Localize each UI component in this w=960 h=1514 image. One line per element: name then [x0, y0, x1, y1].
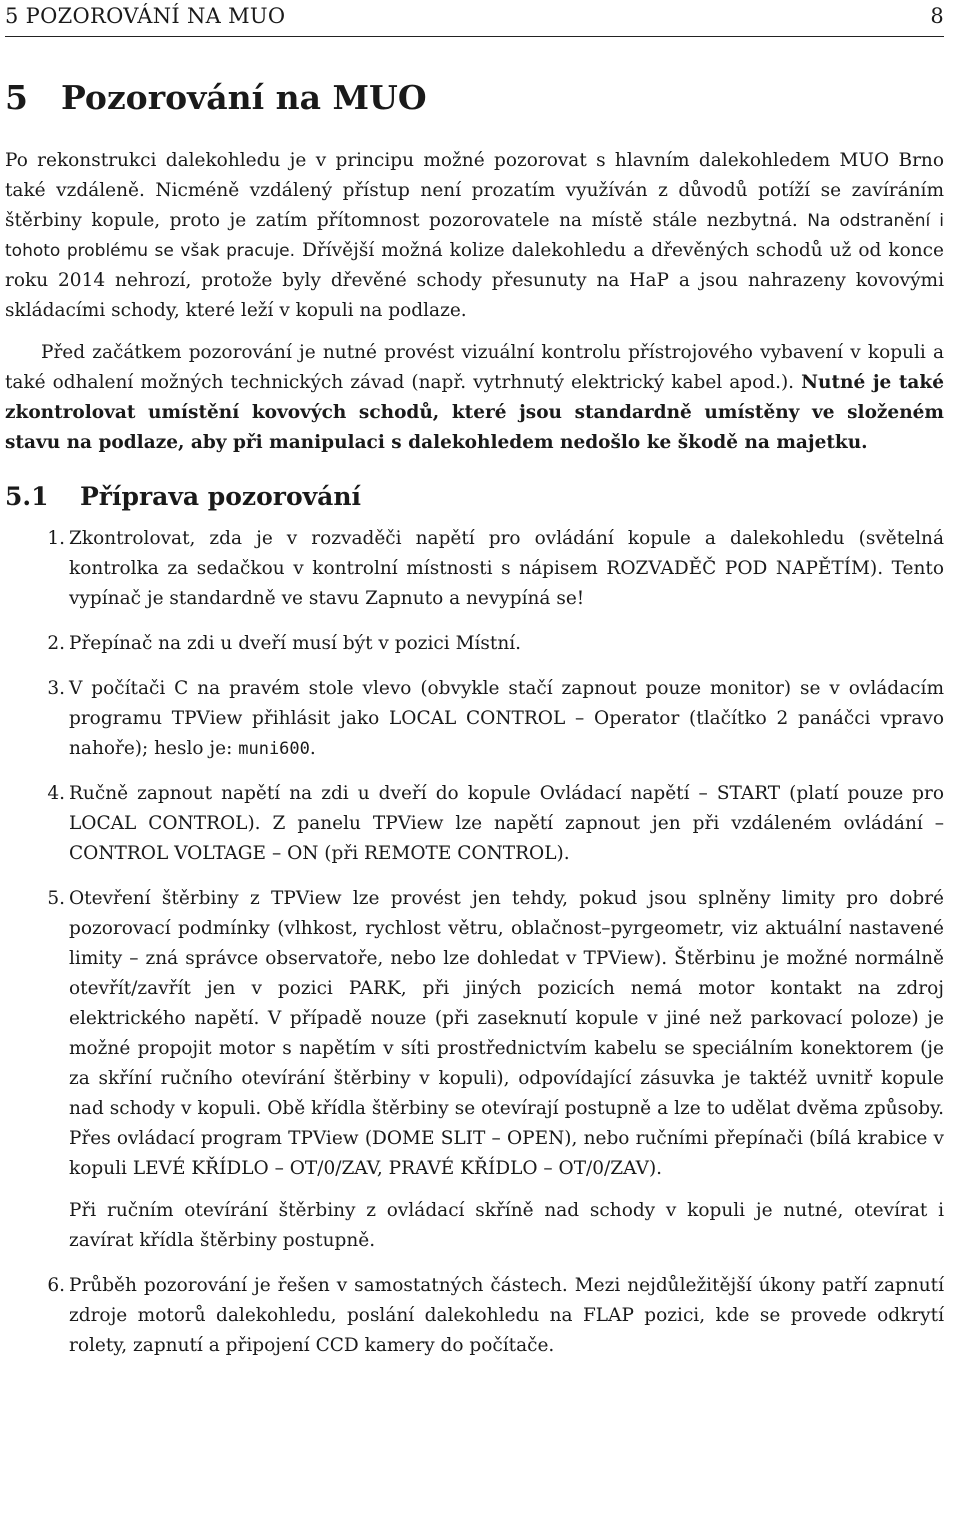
list-item-tail: .	[309, 738, 316, 759]
list-item	[5, 779, 944, 869]
list-item-number: 4.	[47, 783, 65, 804]
intro-p2-bold-warning: Nutné je také zkontrolovat umístění kovových schodů, které jsou standardně umístěny ve složeném stavu na podlaze, aby při manipulaci s dalekohledem nedošlo ke škodě na majetku.	[5, 372, 945, 453]
running-header	[5, 4, 944, 28]
section-heading	[5, 76, 944, 120]
list-item	[5, 884, 944, 1256]
list-item-number: 6.	[47, 1275, 65, 1296]
list-item	[5, 629, 944, 659]
list-item-number: 2.	[47, 633, 65, 654]
list-item	[5, 1271, 944, 1361]
header-section-title: 5 POZOROVÁNÍ NA MUO	[5, 4, 286, 28]
intro-p1-sans-sentence: Na odstranění i tohoto problému se však pracuje.	[5, 211, 944, 261]
section-title: Pozorování na MUO	[61, 78, 427, 117]
list-item-number: 5.	[47, 888, 65, 909]
page-body	[5, 76, 944, 1376]
list-item	[5, 674, 944, 764]
intro-p1-text-a: Po rekonstrukci dalekohledu je v principu možné pozorovat s hlavním dalekohledem MUO Brno také vzdáleně. Nicméně vzdálený přístup není prozatím využíván z důvodů potíží se zavíráním štěrbiny kopule, proto je zatím přítomnost pozorovatele na místě stále nezbytná.	[5, 150, 944, 231]
header-rule	[5, 36, 944, 37]
steps-list	[5, 524, 944, 1361]
list-item-text: Ručně zapnout napětí na zdi u dveří do kopule Ovládací napětí – START (platí pouze pro LOCAL CONTROL). Z panelu TPView lze napětí zapnout jen při vzdáleném ovládání – CONTROL VOLTAGE – ON (při REMOTE CONTROL).	[69, 783, 944, 864]
list-item-text: Zkontrolovat, zda je v rozvaděči napětí pro ovládání kopule a dalekohledu (světelná kontrolka za sedačkou v kontrolní místnosti s nápisem ROZVADĚČ POD NAPĚTÍM). Tento vypínač je standardně ve stavu Zapnuto a nevypíná se!	[69, 528, 944, 609]
intro-paragraph-1	[5, 146, 944, 326]
intro-p1-text-b: Dřívější možná kolize dalekohledu a dřevěných schodů už od konce roku 2014 nehrozí, protože byly dřevěné schody přesunuty na HaP a jsou nahrazeny kovovými skládacími schody, které leží v kopuli na podlaze.	[5, 240, 944, 321]
list-item-number: 3.	[47, 678, 65, 699]
list-item-number: 1.	[47, 528, 65, 549]
list-item-text: Otevření štěrbiny z TPView lze provést jen tehdy, pokud jsou splněny limity pro dobré pozorovací podmínky (vlhkost, rychlost větru, oblačnost–pyrgeometr, viz aktuální nastavené limity – zná správce observatoře, nebo lze dohledat v TPView). Štěrbinu je možné normálně otevřít/zavřít jen v pozici PARK, při jiných pozicích nemá motor kontakt na zdroj elektrického napětí. V případě nouze (při zaseknutí kopule v jiné než parkovací poloze) je možné propojit motor s napětím v síti prostřednictvím kabelu se speciálním konektorem (je za skříní ručního otevírání štěrbiny v kopuli), odpovídající zásuvka je taktéž uvnitř kopule nad schody v kopuli. Obě křídla štěrbiny se otevírají postupně a lze to udělat dvěma způsoby. Přes ovládací program TPView (DOME SLIT – OPEN), nebo ručními přepínači (bílá krabice v kopuli LEVÉ KŘÍDLO – OT/0/ZAV, PRAVÉ KŘÍDLO – OT/0/ZAV).	[69, 888, 944, 1179]
list-item-text: Přepínač na zdi u dveří musí být v pozici Místní.	[69, 633, 522, 654]
header-page-number: 8	[930, 4, 944, 28]
intro-p2-text: Před začátkem pozorování je nutné provést vizuální kontrolu přístrojového vybavení v kopuli a také odhalení možných technických závad (např. vytrhnutý elektrický kabel apod.).	[5, 342, 944, 393]
section-number: 5	[5, 78, 28, 117]
list-item-extra-paragraph: Při ručním otevírání štěrbiny z ovládací skříně nad schody v kopuli je nutné, otevírat i zavírat křídla štěrbiny postupně.	[69, 1200, 944, 1251]
subsection-heading	[5, 480, 944, 514]
password-code: muni600	[238, 739, 310, 759]
list-item-text: V počítači C na pravém stole vlevo (obvykle stačí zapnout pouze monitor) se v ovládacím programu TPView přihlásit jako LOCAL CONTROL – Operator (tlačítko 2 panáčci vpravo nahoře); heslo je:	[69, 678, 944, 759]
subsection-number: 5.1	[5, 482, 49, 511]
list-item-text: Průběh pozorování je řešen v samostatných částech. Mezi nejdůležitější úkony patří zapnutí zdroje motorů dalekohledu, poslání dalekohledu na FLAP pozici, kde se provede odkrytí rolety, zapnutí a připojení CCD kamery do počítače.	[69, 1275, 944, 1356]
subsection-title: Příprava pozorování	[80, 482, 362, 511]
list-item	[5, 524, 944, 614]
intro-paragraph-2	[5, 338, 944, 458]
